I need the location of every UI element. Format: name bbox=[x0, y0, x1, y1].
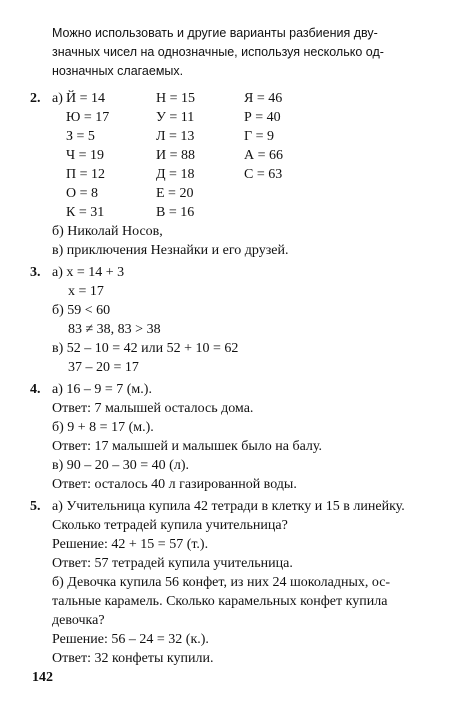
task3-line: б) 59 < 60 bbox=[52, 303, 111, 318]
table-cell: Л = 13 bbox=[156, 129, 195, 144]
task5-line: Ответ: 57 тетрадей купила учительница. bbox=[52, 556, 293, 571]
table-cell: П = 12 bbox=[66, 167, 106, 182]
table-cell: Й = 14 bbox=[66, 91, 106, 106]
task4-line: а) 16 – 9 = 7 (м.). bbox=[52, 382, 152, 397]
table-cell: Д = 18 bbox=[156, 167, 195, 182]
table-cell: Ю = 17 bbox=[66, 110, 110, 125]
task2-number: 2. bbox=[30, 91, 41, 106]
task5-line: тальные карамель. Сколько карамельных конфет купила bbox=[52, 594, 388, 609]
table-cell: А = 66 bbox=[244, 148, 284, 163]
task3-line: x = 17 bbox=[68, 284, 104, 299]
table-cell: К = 31 bbox=[66, 205, 105, 220]
task5-line: Решение: 42 + 15 = 57 (т.). bbox=[52, 537, 209, 552]
task2-answer-c: в) приключения Незнайки и его друзей. bbox=[52, 243, 289, 258]
table-cell: О = 8 bbox=[66, 186, 99, 201]
table-cell: Е = 20 bbox=[156, 186, 194, 201]
task2-answer-b: б) Николай Носов, bbox=[52, 224, 163, 239]
intro-line-3: нозначных слагаемых. bbox=[52, 64, 184, 78]
task5-line: Решение: 56 – 24 = 32 (к.). bbox=[52, 632, 209, 647]
task4-line: б) 9 + 8 = 17 (м.). bbox=[52, 420, 154, 435]
page-number: 142 bbox=[32, 670, 53, 685]
table-cell: Р = 40 bbox=[244, 110, 281, 125]
task3-number: 3. bbox=[30, 265, 41, 280]
task5-line: а) Учительница купила 42 тетради в клетку и 15 в линейку. bbox=[52, 499, 405, 514]
task3-line: в) 52 – 10 = 42 или 52 + 10 = 62 bbox=[52, 341, 239, 356]
task3-line: 83 ≠ 38, 83 > 38 bbox=[68, 322, 161, 337]
task5-line: Сколько тетрадей купила учительница? bbox=[52, 518, 288, 533]
task3-line: 37 – 20 = 17 bbox=[68, 360, 139, 375]
table-cell: Я = 46 bbox=[244, 91, 283, 106]
task4-line: Ответ: 17 малышей и малышек было на балу. bbox=[52, 439, 323, 454]
task3-line: а) x = 14 + 3 bbox=[52, 265, 125, 280]
table-cell: У = 11 bbox=[156, 110, 195, 125]
table-cell: Н = 15 bbox=[156, 91, 196, 106]
table-cell: З = 5 bbox=[66, 129, 95, 144]
task2-label-a: а) bbox=[52, 91, 63, 106]
table-cell: Ч = 19 bbox=[66, 148, 104, 163]
table-cell: С = 63 bbox=[244, 167, 283, 182]
task5-line: девочка? bbox=[52, 613, 105, 628]
task4-line: Ответ: 7 малышей осталось дома. bbox=[52, 401, 254, 416]
intro-line-1: Можно использовать и другие варианты разбиения дву- bbox=[52, 26, 378, 40]
table-cell: В = 16 bbox=[156, 205, 195, 220]
task5-line: Ответ: 32 конфеты купили. bbox=[52, 651, 214, 666]
task5-line: б) Девочка купила 56 конфет, из них 24 шоколадных, ос- bbox=[52, 575, 391, 590]
task4-line: Ответ: осталось 40 л газированной воды. bbox=[52, 477, 297, 492]
task5-number: 5. bbox=[30, 499, 41, 514]
task4-number: 4. bbox=[30, 382, 41, 397]
intro-line-2: значных чисел на однозначные, используя несколько од- bbox=[52, 45, 384, 59]
table-cell: И = 88 bbox=[156, 148, 196, 163]
table-cell: Г = 9 bbox=[244, 129, 274, 144]
task4-line: в) 90 – 20 – 30 = 40 (л). bbox=[52, 458, 189, 473]
